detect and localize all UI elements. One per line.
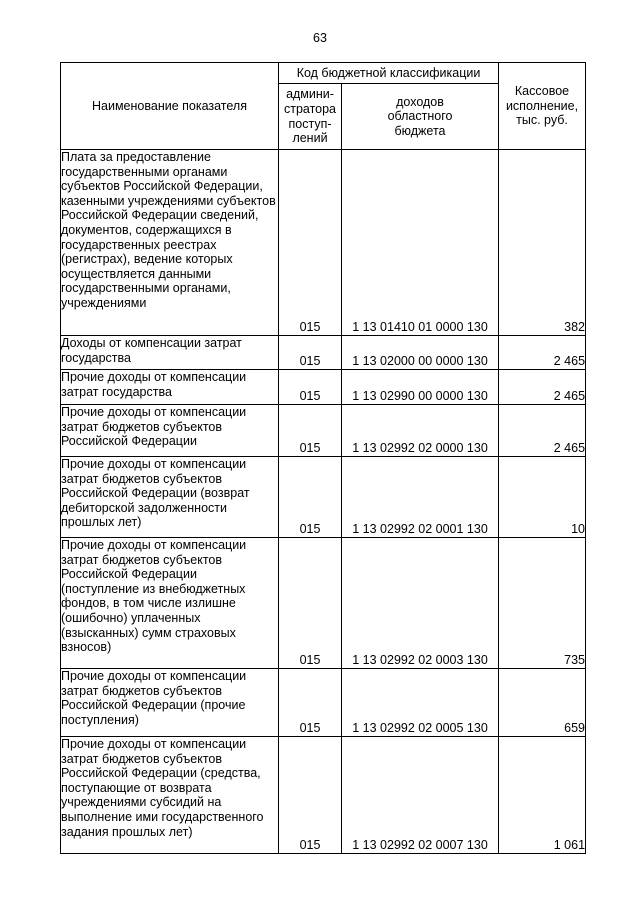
- page-number: 63: [313, 31, 327, 45]
- header-amount: Кассовое исполнение, тыс. руб.: [499, 63, 586, 150]
- row-admin-code: 015: [279, 336, 342, 370]
- table-row: [61, 370, 586, 405]
- row-budget-code: 1 13 02992 02 0007 130: [342, 737, 499, 854]
- table-row: [61, 150, 586, 336]
- table-row: [61, 405, 586, 457]
- row-admin-code: 015: [279, 737, 342, 854]
- row-amount: 2 465: [499, 370, 586, 405]
- header-code-group: Код бюджетной классификации: [279, 63, 499, 84]
- row-budget-code: 1 13 02992 02 0005 130: [342, 669, 499, 737]
- header-name: Наименование показателя: [61, 63, 279, 150]
- row-name: Прочие доходы от компенсации затрат бюджетов субъектов Российской Федерации (средства, поступающие от возврата учреждениями субсидий на выполнение ими государственного задания прошлых лет): [61, 737, 279, 854]
- table-row: [61, 737, 586, 854]
- row-admin-code: 015: [279, 370, 342, 405]
- row-budget-code: 1 13 02000 00 0000 130: [342, 336, 499, 370]
- row-name: Плата за предоставление государственными органами субъектов Российской Федерации, казенными учреждениями субъектов Российской Федерации сведений, документов, содержащихся в государственных реестрах (регистрах), ведение которых осуществляется данными государственными органами, учреждениями: [61, 150, 279, 336]
- table-header: [61, 63, 586, 150]
- row-admin-code: 015: [279, 538, 342, 669]
- row-name: Прочие доходы от компенсации затрат бюджетов субъектов Российской Федерации (прочие поступления): [61, 669, 279, 737]
- table-row: [61, 538, 586, 669]
- row-name: Доходы от компенсации затрат государства: [61, 336, 279, 370]
- table-row: [61, 336, 586, 370]
- row-amount: 2 465: [499, 336, 586, 370]
- row-admin-code: 015: [279, 150, 342, 336]
- table-row: [61, 457, 586, 538]
- table-row: [61, 669, 586, 737]
- row-name: Прочие доходы от компенсации затрат государства: [61, 370, 279, 405]
- header-admin: админи- стратора поступ- лений: [279, 84, 342, 150]
- row-amount: 2 465: [499, 405, 586, 457]
- row-name: Прочие доходы от компенсации затрат бюджетов субъектов Российской Федерации (возврат дебиторской задолженности прошлых лет): [61, 457, 279, 538]
- row-amount: 735: [499, 538, 586, 669]
- row-amount: 1 061: [499, 737, 586, 854]
- row-budget-code: 1 13 02992 02 0000 130: [342, 405, 499, 457]
- row-admin-code: 015: [279, 669, 342, 737]
- header-income: доходов областного бюджета: [342, 84, 499, 150]
- row-admin-code: 015: [279, 457, 342, 538]
- row-budget-code: 1 13 02992 02 0001 130: [342, 457, 499, 538]
- row-name: Прочие доходы от компенсации затрат бюджетов субъектов Российской Федерации: [61, 405, 279, 457]
- row-name: Прочие доходы от компенсации затрат бюджетов субъектов Российской Федерации (поступление из внебюджетных фондов, в том числе излишне (ошибочно) уплаченных (взысканных) сумм страховых взносов): [61, 538, 279, 669]
- row-budget-code: 1 13 01410 01 0000 130: [342, 150, 499, 336]
- row-amount: 10: [499, 457, 586, 538]
- row-budget-code: 1 13 02992 02 0003 130: [342, 538, 499, 669]
- row-amount: 382: [499, 150, 586, 336]
- row-amount: 659: [499, 669, 586, 737]
- row-budget-code: 1 13 02990 00 0000 130: [342, 370, 499, 405]
- budget-table: [60, 62, 586, 854]
- row-admin-code: 015: [279, 405, 342, 457]
